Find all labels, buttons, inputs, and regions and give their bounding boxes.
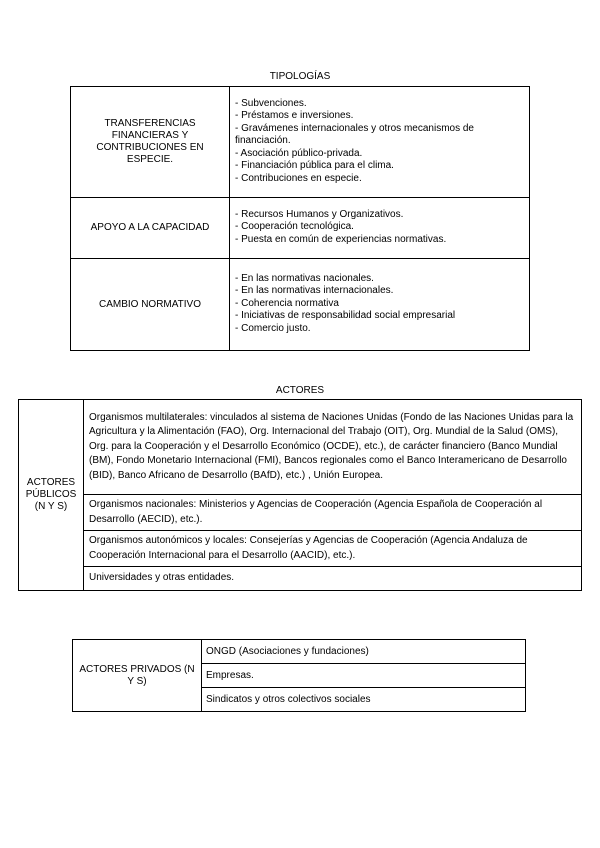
actores-publicos-cell: Organismos nacionales: Ministerios y Agencias de Cooperación (Agencia Española de Cooperación al Desarrollo (AECID), etc.). — [84, 495, 582, 531]
tipologia-item: - Recursos Humanos y Organizativos. — [235, 208, 404, 220]
tipologia-item: - Asociación público-privada. — [235, 147, 363, 159]
tipologia-item: - Comercio justo. — [235, 322, 311, 334]
actores-privados-row — [73, 640, 526, 664]
actores-publicos-row — [19, 495, 582, 531]
tipologia-item: - Cooperación tecnológica. — [235, 221, 354, 233]
tipologia-items — [230, 198, 530, 259]
actores-publicos-cell: Organismos multilaterales: vinculados al sistema de Naciones Unidas (Fondo de las Naciones Unidas para la Agricultura y la Alimentación (FAO), Org. Internacional del Trabajo (OIT), Org. Mundial de la Salud (OMS), Org. para la Cooperación y el Desarrollo Económico (OCDE), etc.), de carácter financiero (Banco Mundial (BM), Fondo Monetario Internacional (FMI), Bancos regionales como el Banco Interamericano de Desarrollo (BID), Banco Africano de Desarrollo (BAfD), etc.) , Unión Europea. — [84, 400, 582, 495]
actores-privados-label: ACTORES PRIVADOS (N Y S) — [73, 640, 202, 712]
tipologia-label: CAMBIO NORMATIVO — [71, 259, 230, 351]
actores-publicos-label: ACTORES PÚBLICOS (N Y S) — [19, 400, 84, 591]
tipologia-item: - Financiación pública para el clima. — [235, 160, 394, 172]
actores-publicos-cell: Universidades y otras entidades. — [84, 567, 582, 591]
tipologia-item: - Puesta en común de experiencias normativas. — [235, 233, 447, 245]
tipologia-item: - Contribuciones en especie. — [235, 172, 362, 184]
tipologias-title: TIPOLOGÍAS — [269, 71, 331, 82]
tipologia-item: - Gravámenes internacionales y otros mecanismos de financiación. — [235, 122, 474, 147]
tipologia-row — [71, 259, 530, 351]
tipologia-label: APOYO A LA CAPACIDAD — [71, 198, 230, 259]
actores-publicos-row — [19, 531, 582, 567]
actores-publicos-row — [19, 400, 582, 495]
actores-publicos-table — [18, 399, 582, 591]
tipologia-item: - En las normativas nacionales. — [235, 272, 374, 284]
tipologia-row — [71, 198, 530, 259]
actores-privados-cell: Sindicatos y otros colectivos sociales — [202, 688, 526, 712]
actores-publicos-cell: Organismos autonómicos y locales: Consejerías y Agencias de Cooperación (Agencia Andaluza de Cooperación Internacional para el Desarrollo (AACID), etc.). — [84, 531, 582, 567]
actores-title: ACTORES — [275, 385, 325, 396]
tipologia-label: TRANSFERENCIAS FINANCIERAS Y CONTRIBUCIONES EN ESPECIE. — [71, 87, 230, 198]
tipologia-items — [230, 259, 530, 351]
actores-privados-table — [72, 639, 526, 712]
actores-publicos-row — [19, 567, 582, 591]
tipologia-row — [71, 87, 530, 198]
tipologia-item: - Préstamos e inversiones. — [235, 110, 354, 122]
tipologia-item: - Coherencia normativa — [235, 297, 339, 309]
tipologias-table — [70, 86, 530, 351]
tipologia-items — [230, 87, 530, 198]
tipologia-item: - Iniciativas de responsabilidad social empresarial — [235, 310, 456, 322]
tipologia-item: - Subvenciones. — [235, 97, 307, 109]
tipologia-item: - En las normativas internacionales. — [235, 285, 394, 297]
actores-privados-cell: Empresas. — [202, 664, 526, 688]
actores-privados-cell: ONGD (Asociaciones y fundaciones) — [202, 640, 526, 664]
